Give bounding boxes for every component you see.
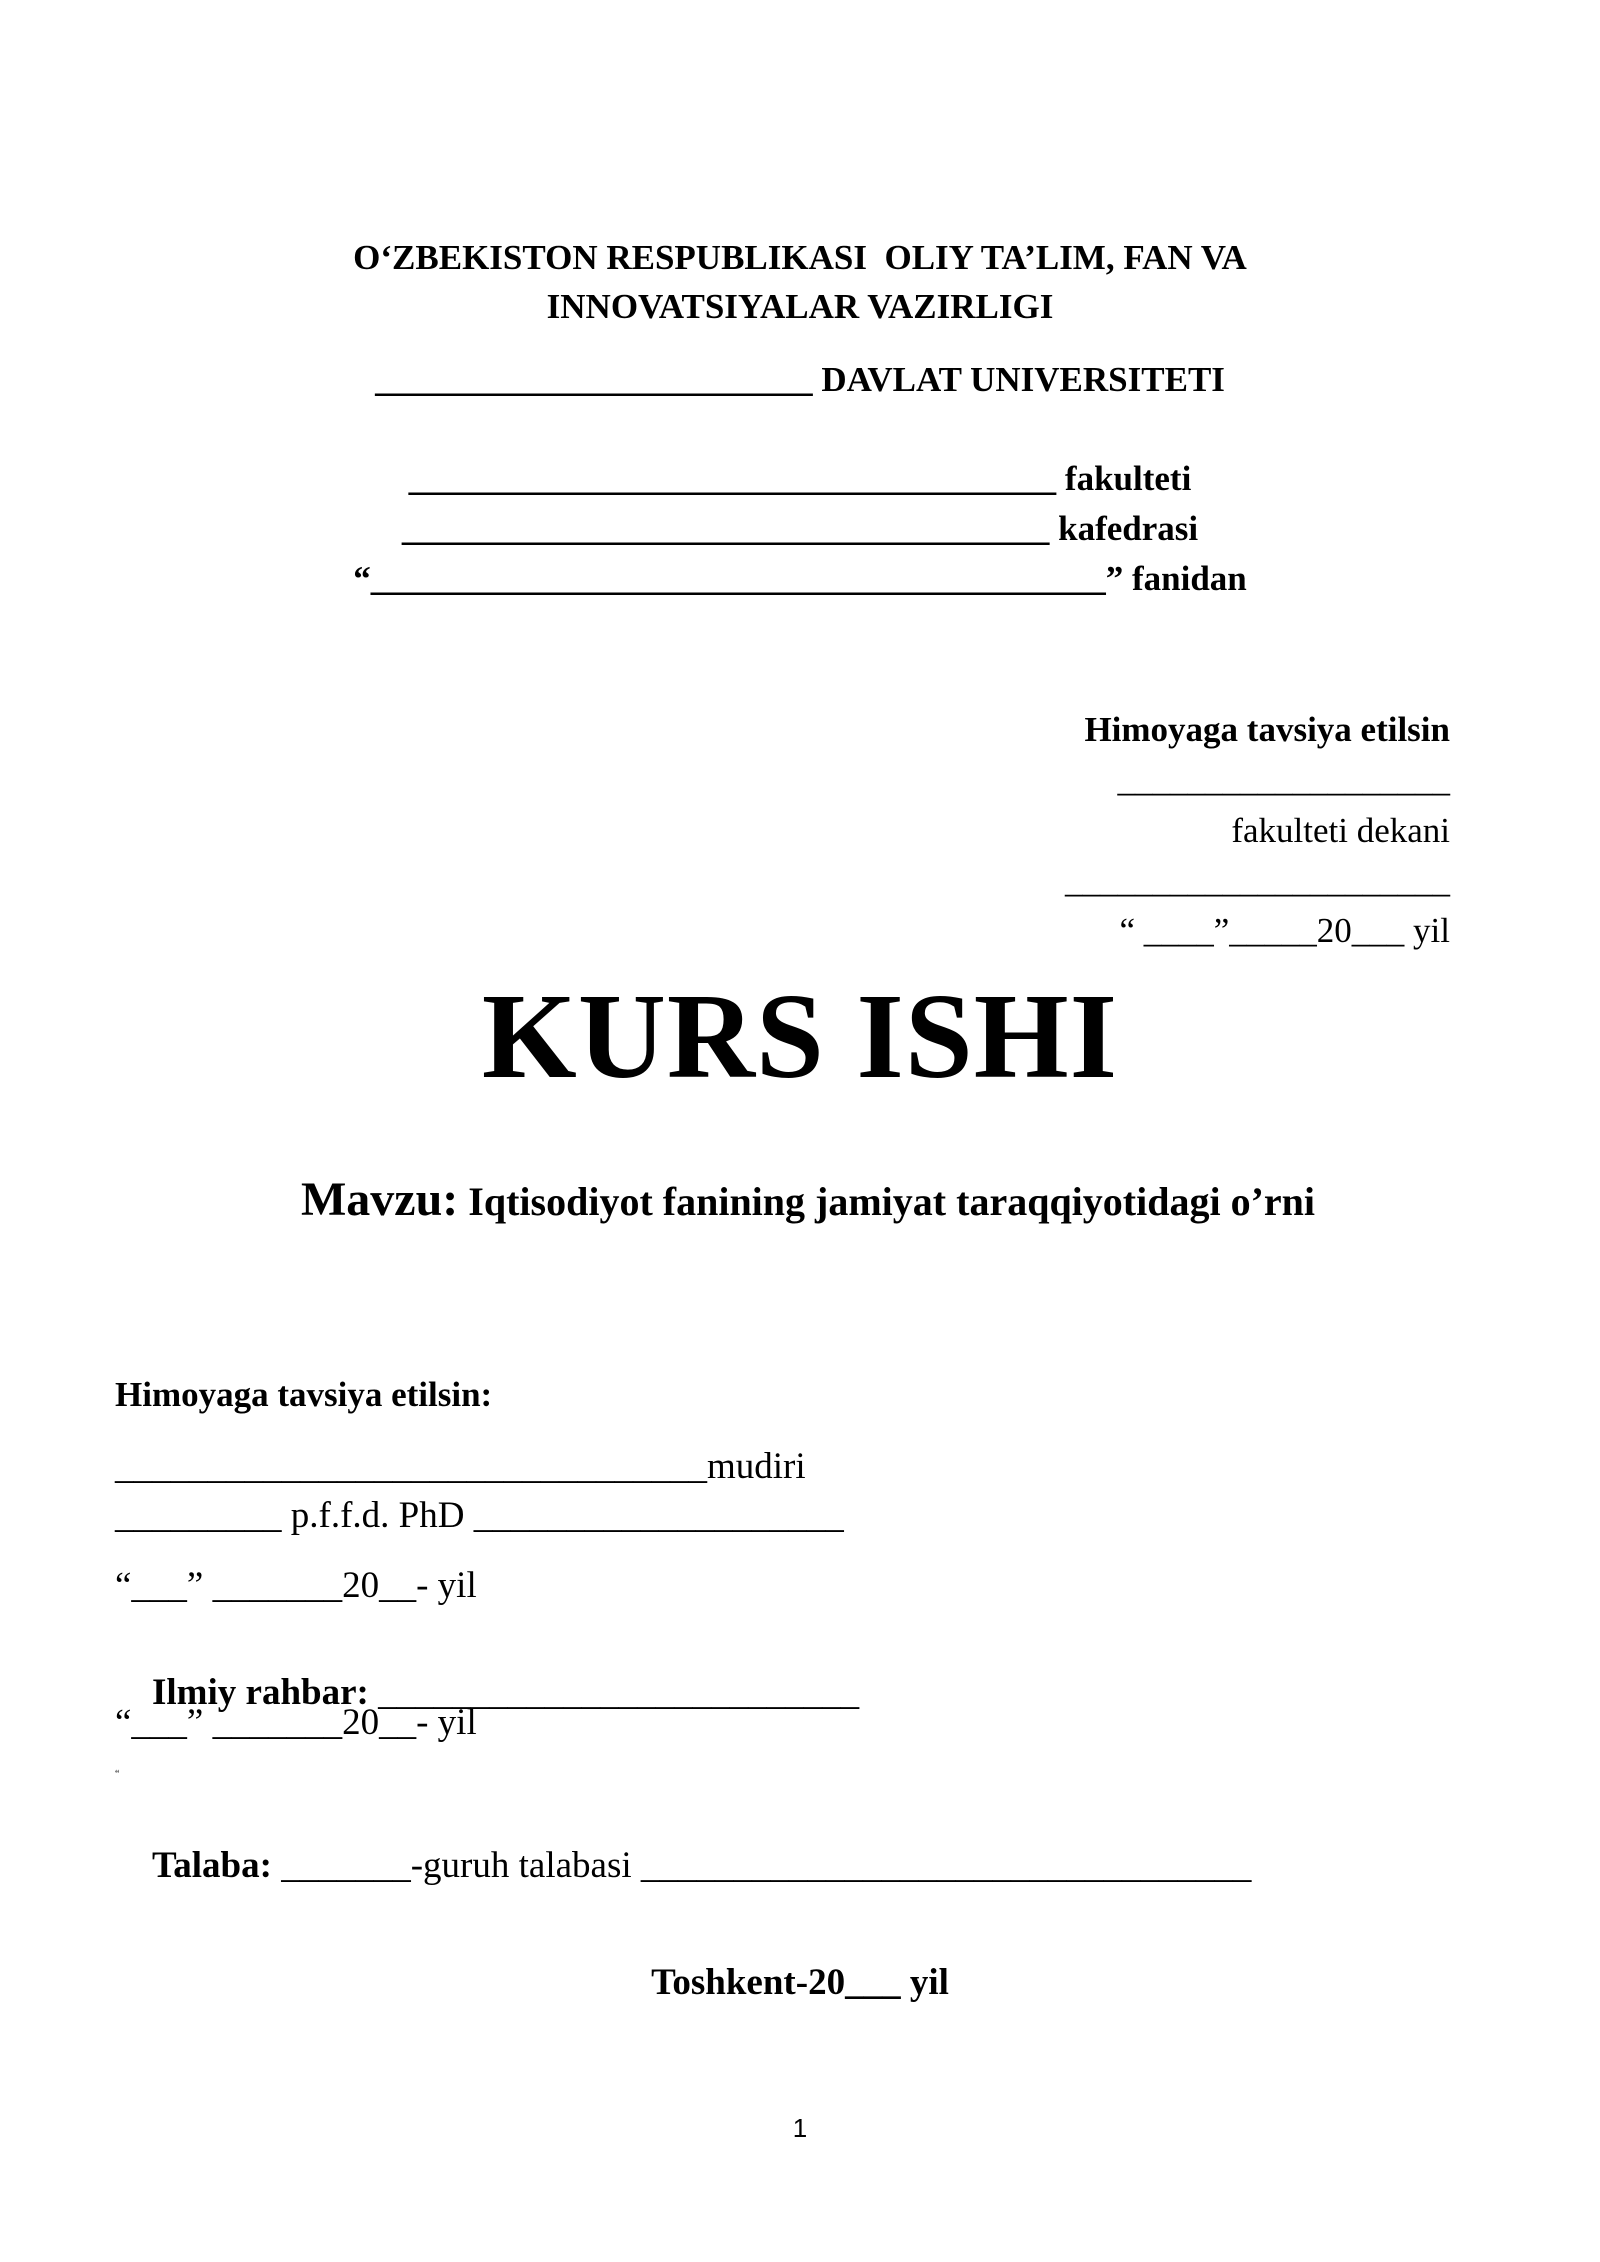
department-head-line: ________________________________mudiri bbox=[115, 1446, 806, 1487]
page-number: 1 bbox=[792, 2113, 808, 2143]
supervisor-label: Ilmiy rahbar: bbox=[152, 1672, 369, 1713]
degree-line: _________ p.f.f.d. PhD ____________________ bbox=[115, 1495, 844, 1536]
student-text: _______-guruh talabasi _________________________________ bbox=[271, 1845, 1252, 1886]
university-line: _________________________ DAVLAT UNIVERSITETI bbox=[375, 360, 1225, 399]
student-label: Talaba: bbox=[152, 1845, 272, 1886]
department-line: _____________________________________ kafedrasi bbox=[401, 509, 1199, 548]
faculty-line: _____________________________________ fakulteti bbox=[408, 459, 1192, 498]
dean-role: fakulteti dekani bbox=[1231, 811, 1450, 850]
topic-text: Iqtisodiyot fanining jamiyat taraqqiyotidagi o’rni bbox=[458, 1179, 1316, 1224]
topic-line bbox=[0, 1160, 1600, 1240]
document-title: KURS ISHI bbox=[481, 969, 1119, 1104]
approval-recommend-text: Himoyaga tavsiya etilsin: bbox=[115, 1375, 493, 1414]
dean-blank-2: ______________________ bbox=[1065, 861, 1450, 900]
student-line bbox=[115, 1810, 1251, 1921]
dean-blank-1: ___________________ bbox=[1117, 760, 1450, 799]
ministry-line-2: INNOVATSIYALAR VAZIRLIGI bbox=[546, 287, 1054, 326]
approval-date-1: “___” _______20__- yil bbox=[115, 1565, 477, 1606]
ministry-line-1: O‘ZBEKISTON RESPUBLIKASI OLIY TA’LIM, FAN VA bbox=[353, 238, 1247, 277]
city-year: Toshkent-20___ yil bbox=[651, 1962, 949, 2003]
dean-recommend-text: Himoyaga tavsiya etilsin bbox=[1084, 710, 1450, 749]
approval-date-2: “___” _______20__- yil bbox=[115, 1702, 477, 1743]
topic-label: Mavzu: bbox=[300, 1173, 459, 1226]
small-quote-mark: “ bbox=[115, 1769, 120, 1780]
subject-line: “__________________________________________” fanidan bbox=[353, 559, 1247, 598]
dean-date: “ ____”_____20___ yil bbox=[1119, 911, 1450, 950]
supervisor-blank: __________________________ bbox=[368, 1672, 860, 1713]
